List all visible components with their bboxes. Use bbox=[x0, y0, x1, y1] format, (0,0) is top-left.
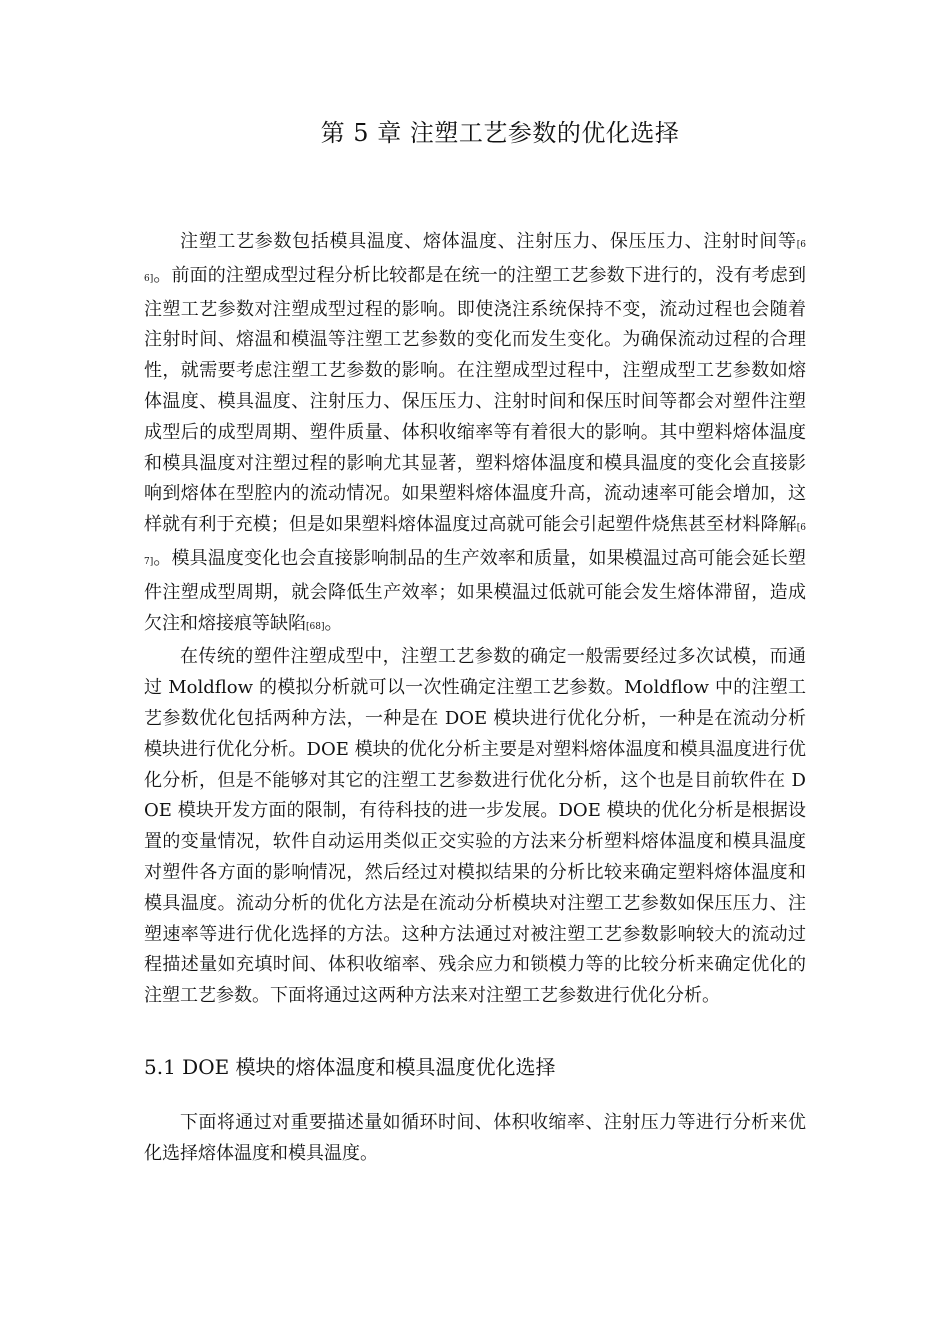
intro-paragraph-1-text-b: 。前面的注塑成型过程分析比较都是在统一的注塑工艺参数下进行的，没有考虑到注塑工艺参数对注塑成型过程的影响。即使浇注系统保持不变，流动过程也会随着注射时间、熔温和模温等注塑工艺参数的变化而发生变化。为确保流动过程的合理性，就需要考虑注塑工艺参数的影响。在注塑成型过程中，注塑成型工艺参数如熔体温度、模具温度、注射压力、保压压力、注射时间和保压时间等都会对塑件注塑成型后的成型周期、塑件质量、体积收缩率等有着很大的影响。其中塑料熔体温度和模具温度对注塑过程的影响尤其显著，塑料熔体温度和模具温度的变化会直接影响到熔体在型腔内的流动情况。如果塑料熔体温度升高，流动速率可能会增加，这样就有利于充模；但是如果塑料熔体温度过高就可能会引起塑件烧焦甚至材料降解 bbox=[144, 264, 806, 536]
intro-paragraph-2: 在传统的塑件注塑成型中，注塑工艺参数的确定一般需要经过多次试模，而通过 Moldflow 的模拟分析就可以一次性确定注塑工艺参数。Moldflow 中的注塑工艺参数优化包括两种方法，一种是在 DOE 模块进行优化分析，一种是在流动分析模块进行优化分析。DOE 模块的优化分析主要是对塑料熔体温度和模具温度进行优化分析，但是不能够对其它的注塑工艺参数进行优化分析，这个也是目前软件在 DOE 模块开发方面的限制，有待科技的进一步发展。DOE 模块的优化分析是根据设置的变量情况，软件自动运用类似正交实验的方法来分析塑料熔体温度和模具温度对塑件各方面的影响情况，然后经过对模拟结果的分析比较来确定塑料熔体温度和模具温度。流动分析的优化方法是在流动分析模块对注塑工艺参数如保压压力、注塑速率等进行优化选择的方法。这种方法通过对被注塑工艺参数影响较大的流动过程描述量如充填时间、体积收缩率、残余应力和锁模力等的比较分析来确定优化的注塑工艺参数。下面将通过这两种方法来对注塑工艺参数进行优化分析。 bbox=[144, 646, 806, 1007]
intro-body bbox=[144, 227, 806, 1012]
citation-68: [68] bbox=[306, 621, 325, 632]
chapter-title: 第 5 章 注塑工艺参数的优化选择 bbox=[320, 119, 680, 147]
section-5-1-body bbox=[144, 1108, 806, 1170]
intro-paragraph-1-text-a: 注塑工艺参数包括模具温度、熔体温度、注射压力、保压压力、注射时间等 bbox=[180, 231, 797, 252]
section-5-1-paragraph-1: 下面将通过对重要描述量如循环时间、体积收缩率、注射压力等进行分析来优化选择熔体温度和模具温度。 bbox=[144, 1112, 806, 1164]
intro-paragraph-1-text-d: 。 bbox=[324, 612, 343, 634]
intro-paragraph-1 bbox=[144, 227, 806, 642]
citation-67: [67] bbox=[144, 523, 806, 567]
citation-66: [66] bbox=[144, 240, 806, 284]
intro-paragraph-1-text-c: 。模具温度变化也会直接影响制品的生产效率和质量，如果模温过高可能会延长塑件注塑成型周期，就会降低生产效率；如果模温过低就可能会发生熔体滞留，造成欠注和熔接痕等缺陷 bbox=[144, 547, 806, 634]
section-heading-5-1: 5.1 DOE 模块的熔体温度和模具温度优化选择 bbox=[144, 1055, 556, 1079]
